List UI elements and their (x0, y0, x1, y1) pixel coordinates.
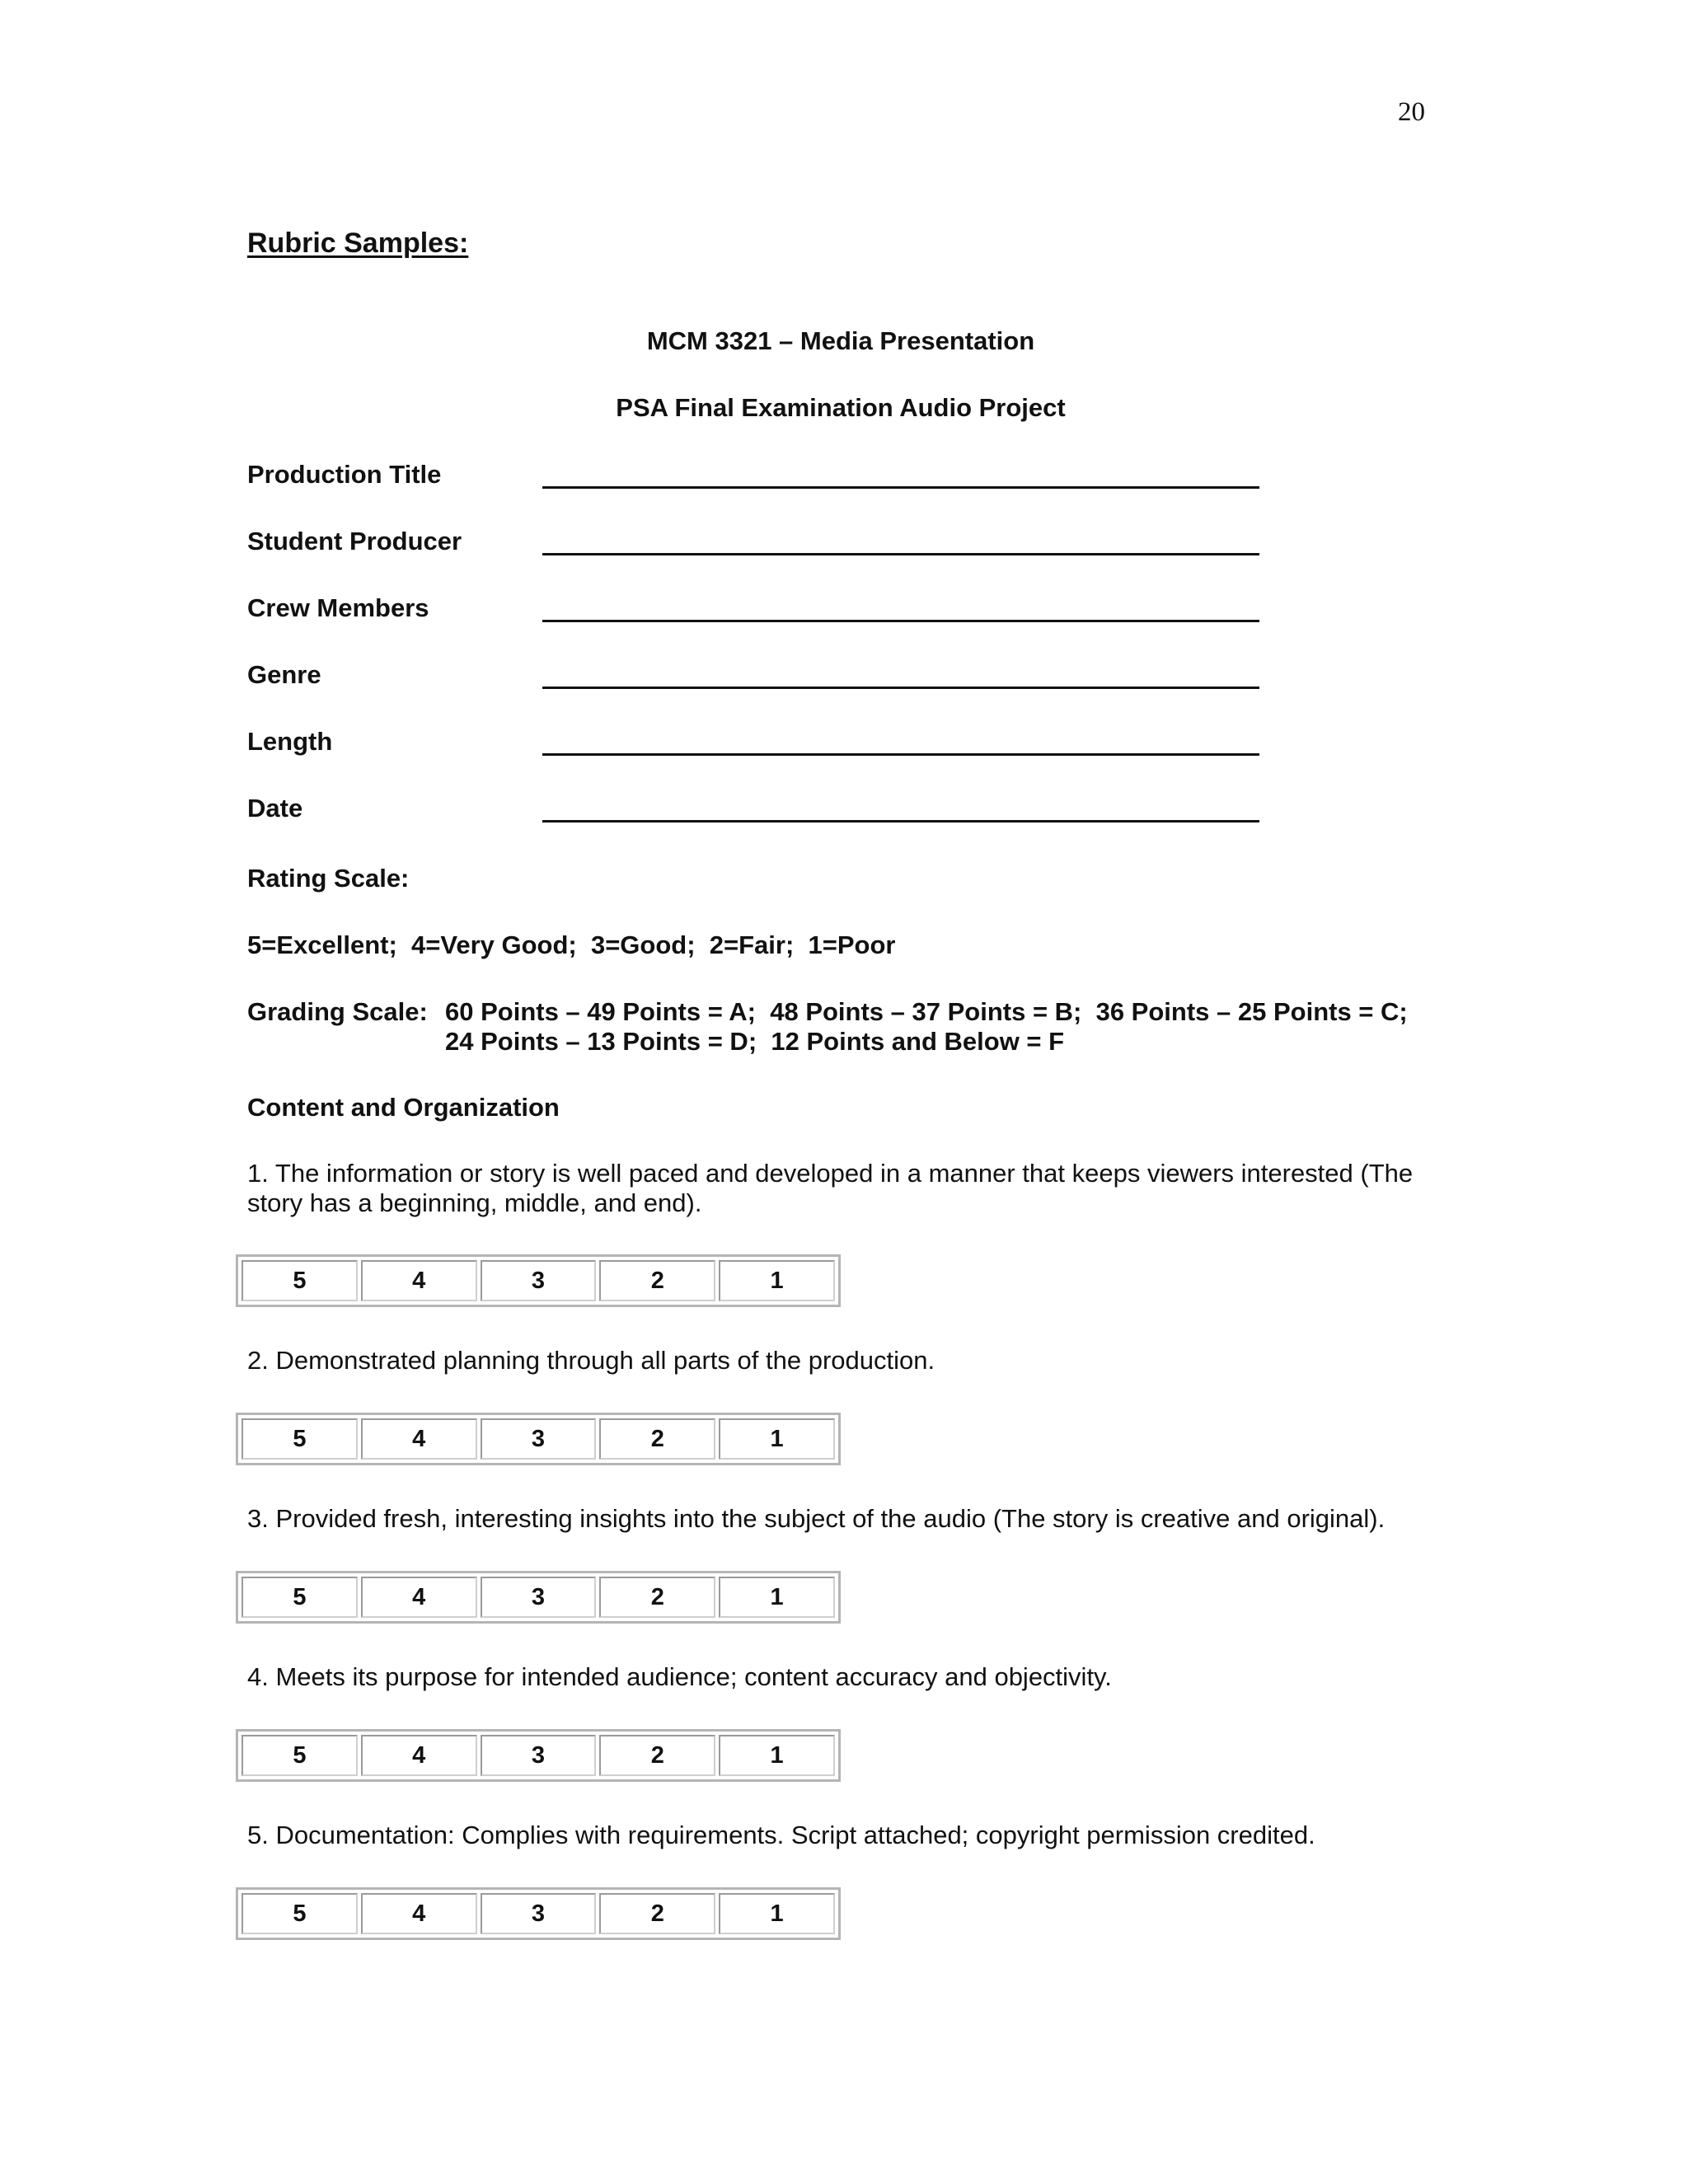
project-title: PSA Final Examination Audio Project (616, 393, 1066, 422)
rating-table-1 (236, 1254, 841, 1307)
rating-option-4[interactable]: 4 (361, 1418, 477, 1460)
rating-option-5[interactable]: 5 (241, 1893, 358, 1934)
question-4: 4. Meets its purpose for intended audience; content accuracy and objectivity. (247, 1662, 1112, 1691)
rating-option-4[interactable]: 4 (361, 1577, 477, 1618)
student-producer-input[interactable] (542, 553, 1259, 555)
rating-option-1[interactable]: 1 (719, 1260, 835, 1301)
rating-option-5[interactable]: 5 (241, 1418, 358, 1460)
rating-option-1[interactable]: 1 (719, 1735, 835, 1776)
grading-scale-line2: 24 Points – 13 Points = D; 12 Points and Below = F (445, 1027, 1065, 1056)
production-title-input[interactable] (542, 486, 1259, 489)
page-number: 20 (1398, 97, 1425, 127)
crew-members-label: Crew Members (247, 593, 429, 622)
question-5: 5. Documentation: Complies with requirements. Script attached; copyright permission credited. (247, 1821, 1315, 1849)
question-2: 2. Demonstrated planning through all parts of the production. (247, 1346, 935, 1375)
student-producer-label: Student Producer (247, 527, 462, 555)
page-heading: Rubric Samples: (247, 227, 469, 259)
rating-option-3[interactable]: 3 (481, 1260, 597, 1301)
course-title: MCM 3321 – Media Presentation (646, 326, 1035, 355)
rating-option-2[interactable]: 2 (599, 1893, 715, 1934)
rating-option-1[interactable]: 1 (719, 1418, 835, 1460)
rating-option-4[interactable]: 4 (361, 1893, 477, 1934)
length-input[interactable] (542, 753, 1259, 756)
production-title-label: Production Title (247, 460, 442, 489)
question-3: 3. Provided fresh, interesting insights into the subject of the audio (The story is creative and original). (247, 1504, 1386, 1533)
rating-option-2[interactable]: 2 (599, 1260, 715, 1301)
rating-option-3[interactable]: 3 (481, 1577, 597, 1618)
rating-table-5 (236, 1887, 841, 1940)
rating-table-3 (236, 1571, 841, 1624)
rating-scale-text: 5=Excellent; 4=Very Good; 3=Good; 2=Fair; 1=Poor (247, 930, 896, 959)
length-label: Length (247, 727, 333, 756)
rating-option-4[interactable]: 4 (361, 1260, 477, 1301)
rating-option-3[interactable]: 3 (481, 1893, 597, 1934)
rating-option-1[interactable]: 1 (719, 1893, 835, 1934)
rating-option-3[interactable]: 3 (481, 1735, 597, 1776)
rating-option-3[interactable]: 3 (481, 1418, 597, 1460)
rating-option-5[interactable]: 5 (241, 1735, 358, 1776)
rating-option-5[interactable]: 5 (241, 1260, 358, 1301)
date-label: Date (247, 794, 303, 823)
rating-scale-label: Rating Scale: (247, 864, 410, 893)
rating-option-2[interactable]: 2 (599, 1577, 715, 1618)
rating-option-2[interactable]: 2 (599, 1735, 715, 1776)
date-input[interactable] (542, 820, 1259, 823)
rating-table-4 (236, 1729, 841, 1782)
section-title: Content and Organization (247, 1093, 560, 1122)
genre-label: Genre (247, 660, 321, 689)
rating-option-5[interactable]: 5 (241, 1577, 358, 1618)
rating-option-1[interactable]: 1 (719, 1577, 835, 1618)
question-1: 1. The information or story is well paced and developed in a manner that keeps viewers interested (The story has a beginning, middle, and end). (247, 1159, 1414, 1217)
grading-scale-label: Grading Scale: (247, 997, 428, 1026)
grading-scale-line1: 60 Points – 49 Points = A; 48 Points – 37 Points = B; 36 Points – 25 Points = C; (445, 997, 1408, 1026)
rating-option-2[interactable]: 2 (599, 1418, 715, 1460)
rating-option-4[interactable]: 4 (361, 1735, 477, 1776)
rating-table-2 (236, 1413, 841, 1465)
genre-input[interactable] (542, 687, 1259, 689)
crew-members-input[interactable] (542, 620, 1259, 622)
